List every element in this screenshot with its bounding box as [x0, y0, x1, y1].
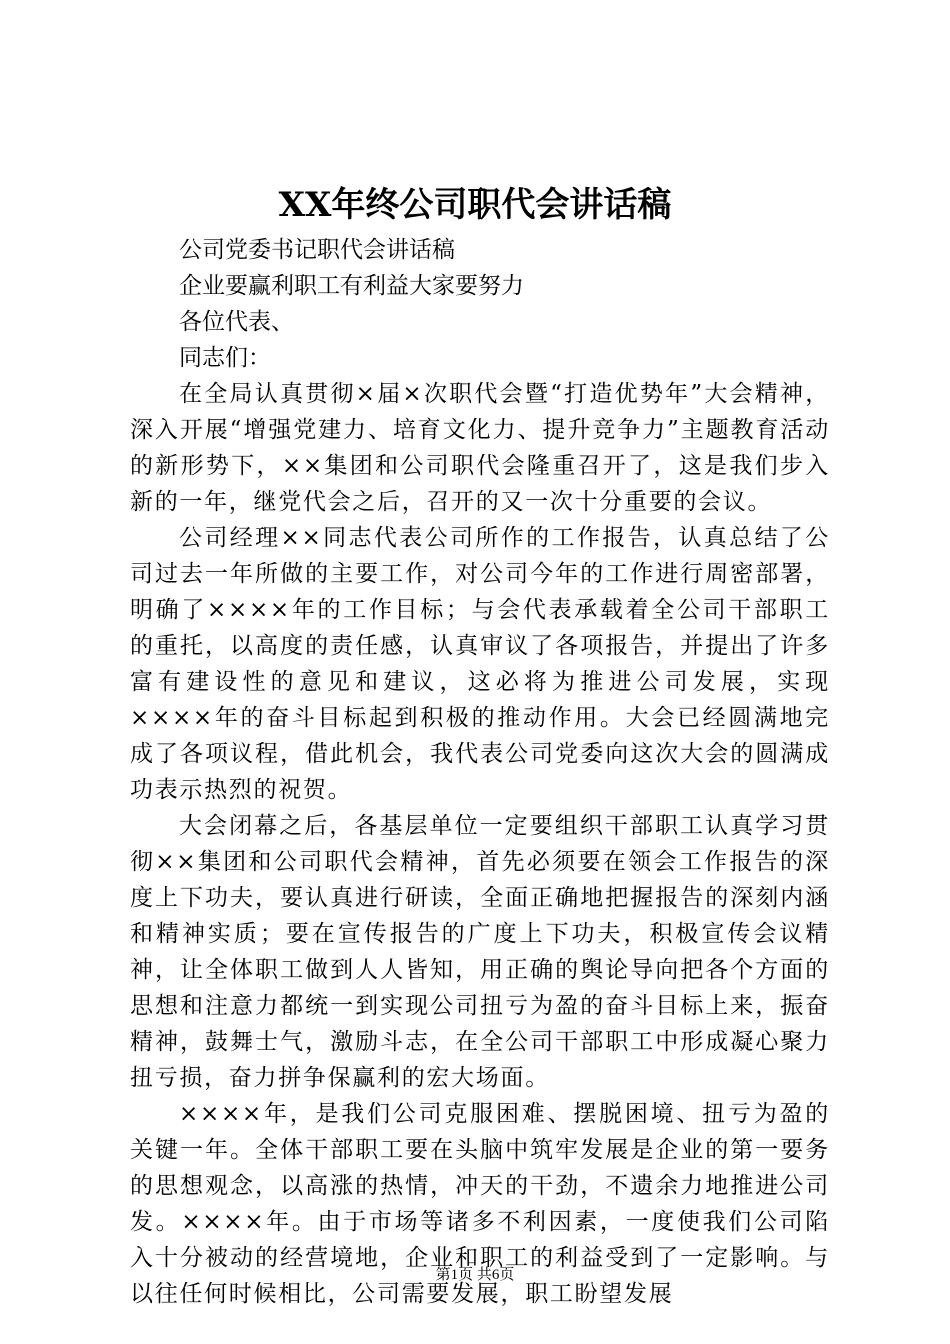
salutation-line: 同志们：	[179, 345, 271, 371]
document-body	[130, 232, 830, 1312]
slogan-line: 企业要赢利职工有利益大家要努力	[179, 273, 524, 299]
body-paragraph: ××××年，是我们公司克服困难、摆脱困境、扭亏为盈的关键一年。全体干部职工要在头脑中筑牢发展是企业的第一要务的思想观念，以高涨的热情，冲天的干劲，不遗余力地推进公司发。××××年。由于市场等诸多不利因素，一度使我们公司陷入十分被动的经营境地，企业和职工的利益受到了一定影响。与以往任何时候相比，公司需要发展，职工盼望发展	[130, 1101, 830, 1307]
body-paragraph: 大会闭幕之后，各基层单位一定要组织干部职工认真学习贯彻××集团和公司职代会精神，首先必须要在领会工作报告的深度上下功夫，要认真进行研读，全面正确地把握报告的深刻内涵和精神实质；要在宣传报告的广度上下功夫，积极宣传会议精神，让全体职工做到人人皆知，用正确的舆论导向把各个方面的思想和注意力都统一到实现公司扭亏为盈的奋斗目标上来，振奋精神，鼓舞士气，激励斗志，在全公司干部职工中形成凝心聚力扭亏损，奋力拼争保赢利的宏大场面。	[130, 813, 830, 1091]
page-footer: 第1页 共6页	[435, 1267, 515, 1283]
body-paragraph: 在全局认真贯彻×届×次职代会暨“打造优势年”大会精神，深入开展“增强党建力、培育文化力、提升竞争力”主题教育活动的新形势下，××集团和公司职代会隆重召开了，这是我们步入新的一年，继党代会之后，召开的又一次十分重要的会议。	[130, 381, 830, 515]
document-title: XX年终公司职代会讲话稿	[278, 185, 672, 225]
subtitle-line: 公司党委书记职代会讲话稿	[179, 237, 455, 263]
salutation-line: 各位代表、	[179, 309, 294, 335]
body-paragraph: 公司经理××同志代表公司所作的工作报告，认真总结了公司过去一年所做的主要工作，对公司今年的工作进行周密部署，明确了××××年的工作目标；与会代表承载着全公司干部职工的重托，以高度的责任感，认真审议了各项报告，并提出了许多富有建设性的意见和建议，这必将为推进公司发展，实现××××年的奋斗目标起到积极的推动作用。大会已经圆满地完成了各项议程，借此机会，我代表公司党委向这次大会的圆满成功表示热烈的祝贺。	[130, 525, 830, 803]
